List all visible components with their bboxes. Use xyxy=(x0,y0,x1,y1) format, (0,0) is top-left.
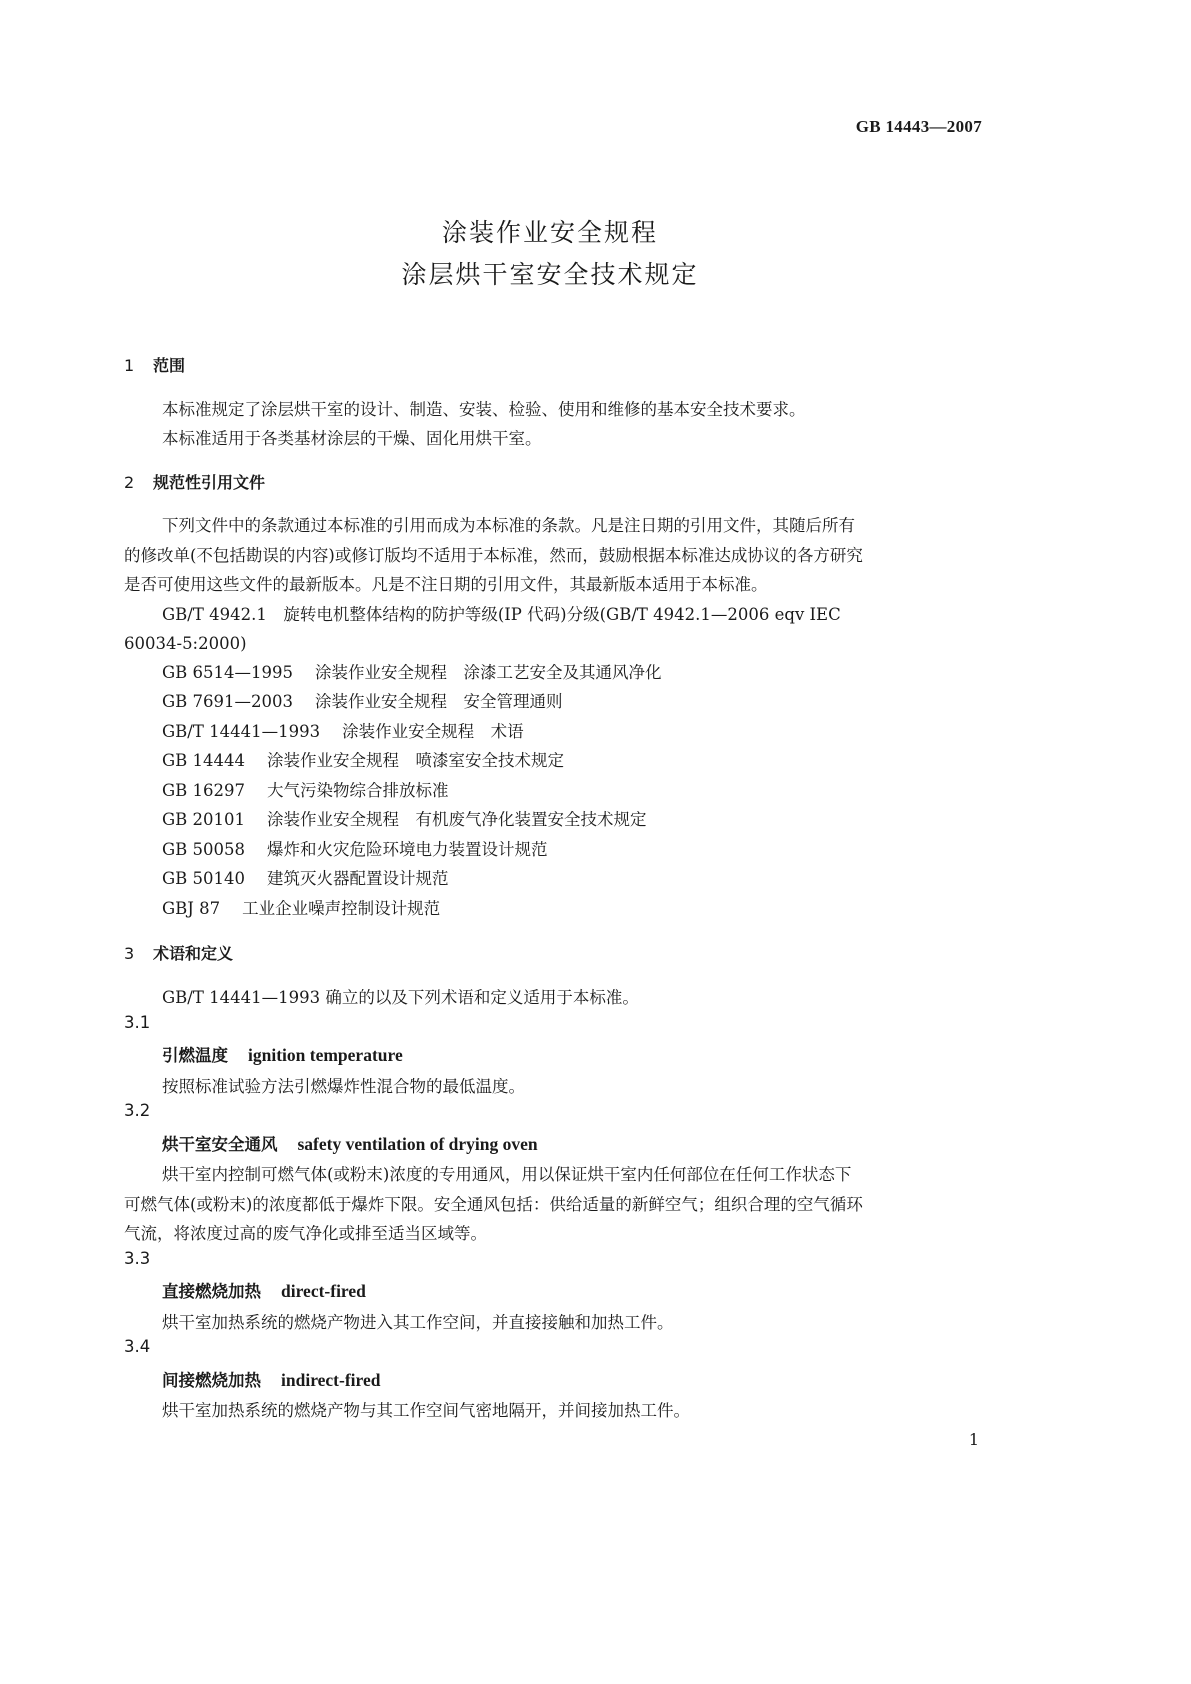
term-heading xyxy=(162,1042,403,1066)
reference-item: GB/T 4942.1 旋转电机整体结构的防护等级(IP 代码)分级(GB/T 4942.1—2006 eqv IEC xyxy=(162,605,841,624)
section-heading xyxy=(124,941,233,964)
term-heading xyxy=(162,1131,538,1155)
reference-item xyxy=(162,895,440,919)
term-english: ignition temperature xyxy=(248,1045,403,1065)
term-definition: 可燃气体(或粉末)的浓度都低于爆炸下限。安全通风包括：供给适量的新鲜空气；组织合理的空气循环 xyxy=(124,1195,863,1214)
term-chinese: 直接燃烧加热 xyxy=(162,1282,261,1301)
subclause-number: 3.2 xyxy=(124,1101,151,1120)
reference-item-continuation: 60034-5:2000) xyxy=(124,634,247,653)
paragraph-line: 的修改单(不包括勘误的内容)或修订版均不适用于本标准，然而，鼓励根据本标准达成协议的各方研究 xyxy=(124,546,863,565)
term-english: safety ventilation of drying oven xyxy=(297,1134,538,1154)
section-heading xyxy=(124,470,265,493)
section-number: 3 xyxy=(124,944,135,963)
reference-code: GB/T 14441—1993 xyxy=(162,722,321,741)
section-title: 范围 xyxy=(153,356,186,375)
standard-number: GB 14443—2007 xyxy=(855,117,982,136)
reference-item xyxy=(162,659,662,683)
reference-code: GB 14444 xyxy=(162,751,246,770)
subclause-number: 3.4 xyxy=(124,1337,151,1356)
paragraph: 本标准适用于各类基材涂层的干燥、固化用烘干室。 xyxy=(162,429,542,448)
paragraph-line: 下列文件中的条款通过本标准的引用而成为本标准的条款。凡是注日期的引用文件，其随后所有 xyxy=(162,516,855,535)
reference-title: 涂装作业安全规程 喷漆室安全技术规定 xyxy=(267,751,565,770)
section-title: 术语和定义 xyxy=(153,944,234,963)
reference-title: 涂装作业安全规程 有机废气净化装置安全技术规定 xyxy=(267,810,647,829)
reference-title: 爆炸和火灾危险环境电力装置设计规范 xyxy=(267,840,548,859)
reference-code: GB 20101 xyxy=(162,810,246,829)
term-chinese: 烘干室安全通风 xyxy=(162,1135,278,1154)
paragraph: 本标准规定了涂层烘干室的设计、制造、安装、检验、使用和维修的基本安全技术要求。 xyxy=(162,400,806,419)
term-english: indirect-fired xyxy=(281,1370,381,1390)
term-english: direct-fired xyxy=(281,1281,366,1301)
reference-code: GB 7691—2003 xyxy=(162,692,294,711)
term-definition: 气流，将浓度过高的废气净化或排至适当区域等。 xyxy=(124,1224,487,1243)
term-heading xyxy=(162,1278,366,1302)
reference-item xyxy=(162,836,548,860)
section-number: 2 xyxy=(124,473,135,492)
document-title-line2: 涂层烘干室安全技术规定 xyxy=(401,260,699,289)
term-chinese: 间接燃烧加热 xyxy=(162,1371,261,1390)
reference-item xyxy=(162,718,524,742)
reference-code: GB 16297 xyxy=(162,781,246,800)
reference-code: GB 6514—1995 xyxy=(162,663,294,682)
reference-title: 涂装作业安全规程 安全管理通则 xyxy=(315,692,563,711)
reference-item xyxy=(162,806,647,830)
document-title-line1: 涂装作业安全规程 xyxy=(441,218,658,247)
reference-item xyxy=(162,777,449,801)
reference-item xyxy=(162,747,564,771)
term-definition: 烘干室加热系统的燃烧产物进入其工作空间，并直接接触和加热工件。 xyxy=(162,1313,674,1332)
term-chinese: 引燃温度 xyxy=(162,1046,228,1065)
term-definition: 烘干室内控制可燃气体(或粉末)浓度的专用通风，用以保证烘干室内任何部位在任何工作状态下 xyxy=(162,1165,852,1184)
reference-title: 工业企业噪声控制设计规范 xyxy=(242,899,441,918)
reference-title: 大气污染物综合排放标准 xyxy=(267,781,449,800)
section-heading xyxy=(124,353,185,376)
reference-item xyxy=(162,865,449,889)
term-definition: 按照标准试验方法引燃爆炸性混合物的最低温度。 xyxy=(162,1077,525,1096)
reference-code: GB 50058 xyxy=(162,840,246,859)
paragraph-line: 是否可使用这些文件的最新版本。凡是不注日期的引用文件，其最新版本适用于本标准。 xyxy=(124,575,768,594)
subclause-number: 3.3 xyxy=(124,1249,151,1268)
subclause-number: 3.1 xyxy=(124,1013,151,1032)
term-heading xyxy=(162,1367,380,1391)
term-definition: 烘干室加热系统的燃烧产物与其工作空间气密地隔开，并间接加热工件。 xyxy=(162,1401,690,1420)
reference-title: 建筑灭火器配置设计规范 xyxy=(267,869,449,888)
reference-code: GBJ 87 xyxy=(162,899,221,918)
reference-item xyxy=(162,688,563,712)
reference-title: 涂装作业安全规程 涂漆工艺安全及其通风净化 xyxy=(315,663,662,682)
section-number: 1 xyxy=(124,356,135,375)
paragraph: GB/T 14441—1993 确立的以及下列术语和定义适用于本标准。 xyxy=(162,988,639,1007)
reference-code: GB 50140 xyxy=(162,869,246,888)
page-number: 1 xyxy=(968,1430,979,1449)
reference-title: 涂装作业安全规程 术语 xyxy=(342,722,524,741)
section-title: 规范性引用文件 xyxy=(153,473,266,492)
